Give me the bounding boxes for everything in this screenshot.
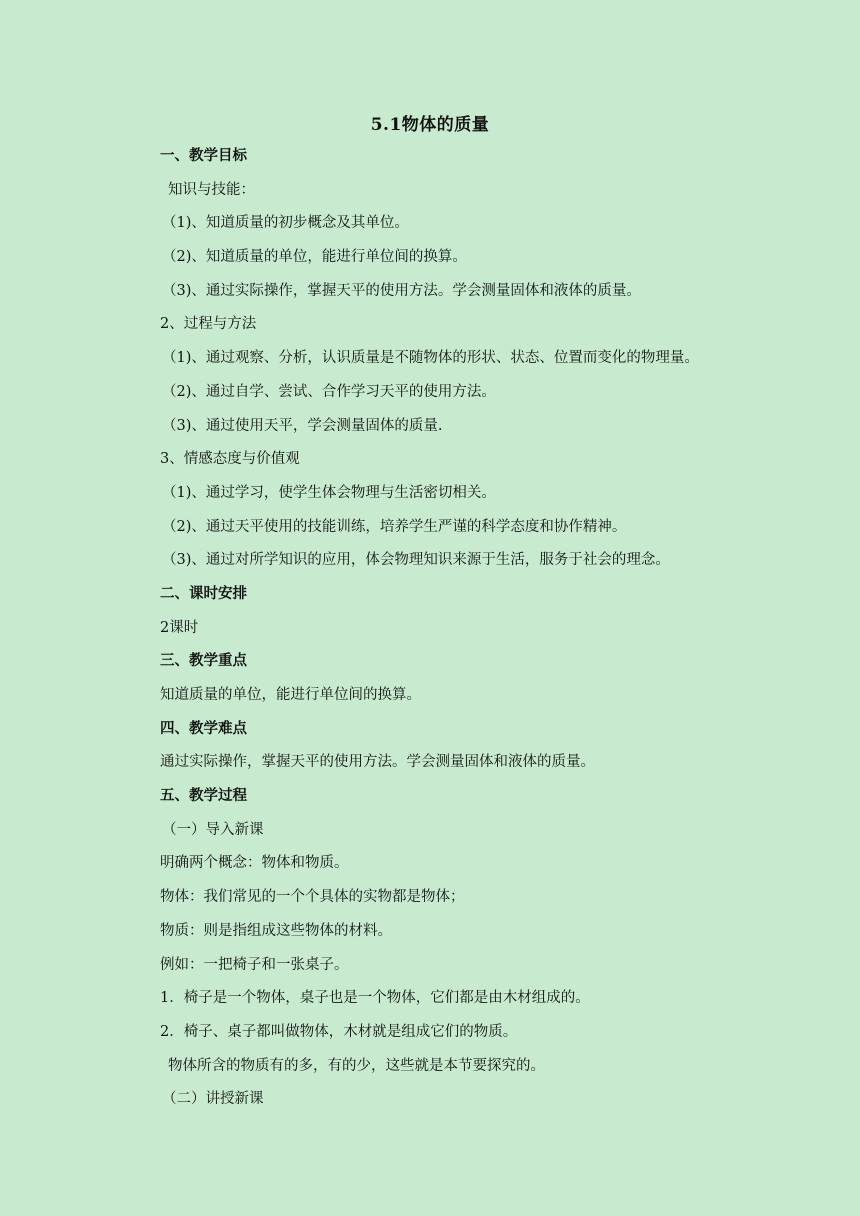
text-line: 知识与技能： bbox=[168, 181, 255, 198]
text-line: （3)、通过对所学知识的应用，体会物理知识来源于生活，服务于社会的理念。 bbox=[162, 552, 670, 569]
document-title: 5.1物体的质量 bbox=[370, 115, 490, 135]
text-line: 通过实际操作，掌握天平的使用方法。学会测量固体和液体的质量。 bbox=[160, 754, 595, 771]
text-line: （一）导入新课 bbox=[162, 821, 264, 838]
text-line: （2)、通过自学、尝试、合作学习天平的使用方法。 bbox=[162, 383, 496, 400]
text-line: （3)、通过使用天平，学会测量固体的质量. bbox=[162, 417, 443, 434]
text-line: （3)、通过实际操作，掌握天平的使用方法。学会测量固体和液体的质量。 bbox=[162, 282, 641, 299]
text-line: 3、情感态度与价值观 bbox=[160, 451, 300, 468]
text-line: 物体：我们常见的一个个具体的实物都是物体； bbox=[160, 889, 465, 906]
section-heading: 四、教学难点 bbox=[160, 719, 247, 737]
text-line: （1)、通过学习，使学生体会物理与生活密切相关。 bbox=[162, 484, 496, 501]
document-body bbox=[160, 144, 760, 1121]
section-heading: 五、教学过程 bbox=[160, 787, 247, 805]
text-line: （1)、通过观察、分析，认识质量是不随物体的形状、状态、位置而变化的物理量。 bbox=[162, 350, 699, 367]
text-line: 2．椅子、桌子都叫做物体，木材就是组成它们的物质。 bbox=[160, 1023, 518, 1040]
section-heading: 二、课时安排 bbox=[160, 584, 247, 602]
text-line: 物质：则是指组成这些物体的材料。 bbox=[160, 922, 392, 939]
text-line: 1．椅子是一个物体，桌子也是一个物体，它们都是由木材组成的。 bbox=[160, 990, 590, 1007]
text-line: （1)、知道质量的初步概念及其单位。 bbox=[162, 215, 409, 232]
text-line: （2)、通过天平使用的技能训练，培养学生严谨的科学态度和协作精神。 bbox=[162, 518, 627, 535]
text-line: 明确两个概念：物体和物质。 bbox=[160, 855, 349, 872]
text-line: 2、过程与方法 bbox=[160, 316, 257, 333]
text-line: 例如：一把椅子和一张桌子。 bbox=[160, 956, 349, 973]
text-line: 物体所含的物质有的多，有的少，这些就是本节要探究的。 bbox=[168, 1057, 545, 1074]
text-line: （二）讲授新课 bbox=[162, 1091, 264, 1108]
section-heading: 一、教学目标 bbox=[160, 147, 247, 164]
text-line: 2课时 bbox=[160, 619, 199, 636]
section-heading: 三、教学重点 bbox=[160, 652, 247, 670]
text-line: 知道质量的单位，能进行单位间的换算。 bbox=[160, 687, 421, 703]
text-line: （2)、知道质量的单位，能进行单位间的换算。 bbox=[162, 249, 467, 266]
